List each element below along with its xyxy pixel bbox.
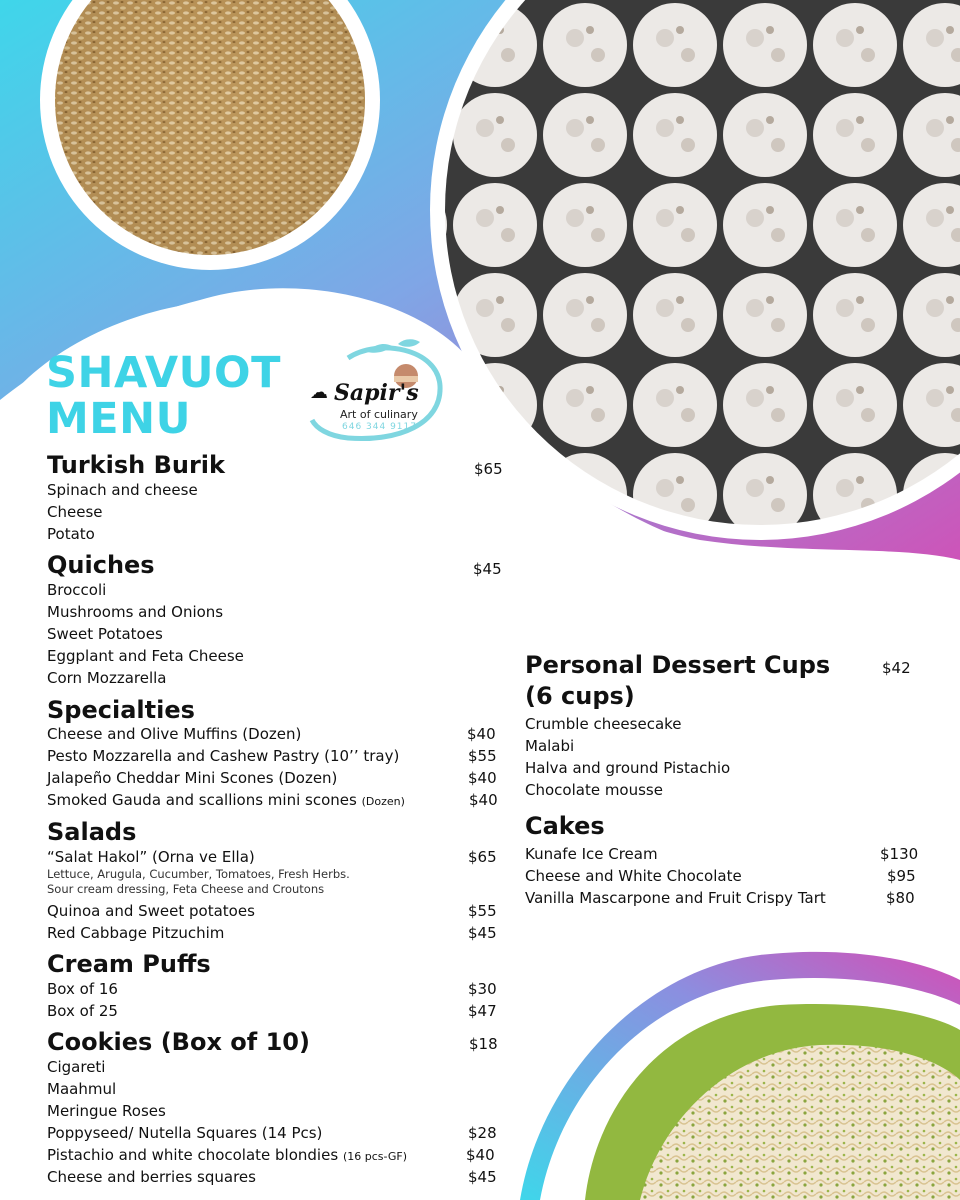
item-price: $55 [468, 902, 497, 920]
menu-item: Quinoa and Sweet potatoes [47, 902, 255, 920]
menu-item-name: Smoked Gauda and scallions mini scones [47, 791, 357, 809]
menu-item: Box of 16 [47, 980, 118, 998]
item-price: $40 [468, 769, 497, 787]
chef-hat-icon: ☁ [310, 382, 328, 403]
item-price: $65 [468, 848, 497, 866]
item-price: $40 [469, 791, 498, 809]
menu-item: Box of 25 [47, 1002, 118, 1020]
menu-item [47, 1145, 407, 1167]
menu-item: Cheese and Olive Muffins (Dozen) [47, 725, 302, 743]
menu-item-note: Lettuce, Arugula, Cucumber, Tomatoes, Fresh Herbs. [47, 867, 350, 881]
menu-item: Cheese and White Chocolate [525, 867, 742, 885]
section-title-cookies: Cookies (Box of 10) [47, 1028, 310, 1056]
item-price: $40 [466, 1146, 495, 1164]
section-title-cakes: Cakes [525, 812, 605, 840]
section-title-salads: Salads [47, 818, 137, 846]
menu-item: Kunafe Ice Cream [525, 845, 658, 863]
menu-title-line2: MENU [46, 394, 192, 444]
section-title-dessert-cups-line2: (6 cups) [525, 682, 635, 710]
section-title-specialties: Specialties [47, 696, 195, 724]
menu-item: Poppyseed/ Nutella Squares (14 Pcs) [47, 1124, 323, 1142]
item-price: $45 [468, 924, 497, 942]
menu-title-line1: SHAVUOT [46, 348, 281, 398]
menu-item-qty: (Dozen) [361, 795, 405, 808]
menu-item: Broccoli [47, 581, 107, 599]
menu-item: Chocolate mousse [525, 781, 663, 799]
menu-item: Spinach and cheese [47, 481, 198, 499]
section-price-cookies: $18 [469, 1035, 498, 1053]
menu-item: Eggplant and Feta Cheese [47, 647, 244, 665]
item-price: $95 [887, 867, 916, 885]
logo-phone: 646 344 9117 [342, 422, 417, 432]
menu-item: Crumble cheesecake [525, 715, 682, 733]
section-price-quiches: $45 [473, 560, 502, 578]
section-title-turkish-burik: Turkish Burik [47, 451, 225, 479]
section-title-dessert-cups: Personal Dessert Cups [525, 651, 831, 679]
menu-item: Malabi [525, 737, 575, 755]
menu-item: Pesto Mozzarella and Cashew Pastry (10’’ tray) [47, 747, 400, 765]
menu-item-note: Sour cream dressing, Feta Cheese and Croutons [47, 882, 325, 896]
menu-item: Sweet Potatoes [47, 625, 163, 643]
menu-item: Corn Mozzarella [47, 669, 167, 687]
menu-item: Vanilla Mascarpone and Fruit Crispy Tart [525, 889, 826, 907]
item-price: $40 [467, 725, 496, 743]
menu-item: Mushrooms and Onions [47, 603, 224, 621]
item-price: $28 [468, 1124, 497, 1142]
item-price: $80 [886, 889, 915, 907]
logo-tagline: Art of culinary [340, 408, 418, 421]
item-price: $45 [468, 1168, 497, 1186]
menu-item [47, 790, 405, 812]
menu-item: Cigareti [47, 1058, 106, 1076]
menu-item-name: Pistachio and white chocolate blondies [47, 1146, 339, 1164]
menu-item: Halva and ground Pistachio [525, 759, 731, 777]
menu-item: Jalapeño Cheddar Mini Scones (Dozen) [47, 769, 338, 787]
item-price: $30 [468, 980, 497, 998]
menu-item: Meringue Roses [47, 1102, 166, 1120]
menu-item: Maahmul [47, 1080, 117, 1098]
item-price: $130 [880, 845, 919, 863]
section-title-quiches: Quiches [47, 551, 155, 579]
item-price: $47 [468, 1002, 497, 1020]
section-title-cream-puffs: Cream Puffs [47, 950, 211, 978]
menu-item: Potato [47, 525, 95, 543]
section-price-dessert-cups: $42 [882, 659, 911, 677]
section-price-turkish-burik: $65 [474, 460, 503, 478]
menu-item: “Salat Hakol” (Orna ve Ella) [47, 848, 255, 866]
menu-item: Cheese and berries squares [47, 1168, 256, 1186]
logo [308, 338, 458, 450]
menu-item: Cheese [47, 503, 103, 521]
item-price: $55 [468, 747, 497, 765]
menu-item: Red Cabbage Pitzuchim [47, 924, 225, 942]
logo-name: Sapir's [334, 380, 419, 406]
menu-item-qty: (16 pcs-GF) [342, 1150, 407, 1163]
